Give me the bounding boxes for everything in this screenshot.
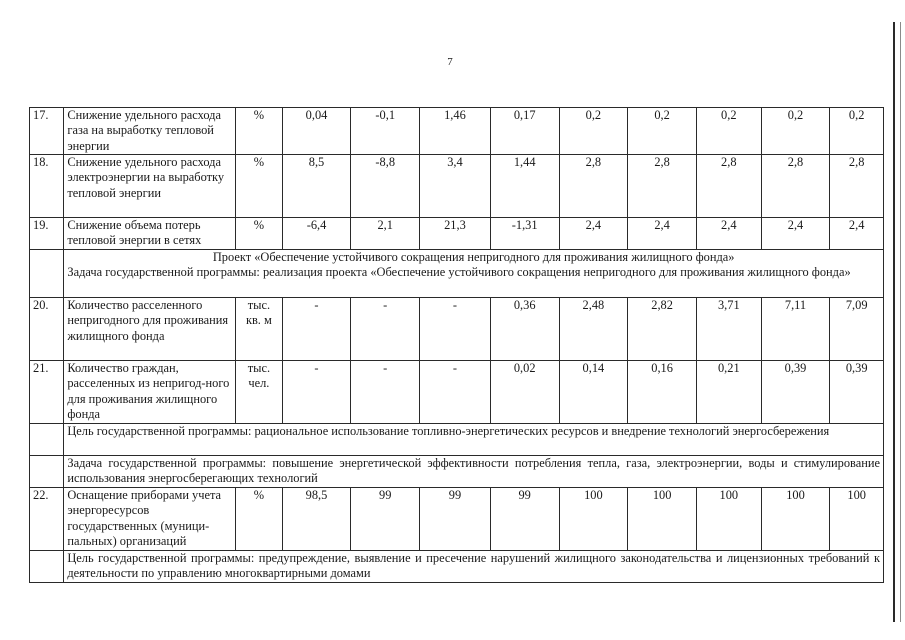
table-row: [30, 218, 884, 250]
indicator-value: 0,2: [696, 108, 761, 155]
indicator-unit: тыс. кв. м: [236, 298, 282, 361]
section-row: [30, 456, 884, 488]
page-edge-shadow: [900, 22, 901, 622]
indicator-value: -8,8: [351, 155, 420, 218]
indicator-unit: %: [236, 108, 282, 155]
table-row: [30, 108, 884, 155]
section-cell: [64, 250, 884, 298]
indicator-value: 0,36: [490, 298, 559, 361]
row-number: 22.: [30, 488, 64, 551]
indicator-name: Снижение удельного расхода газа на выработку тепловой энергии: [64, 108, 236, 155]
indicator-value: 100: [559, 488, 628, 551]
indicator-value: 0,21: [696, 361, 761, 424]
indicator-value: -1,31: [490, 218, 559, 250]
indicator-value: 2,4: [559, 218, 628, 250]
indicator-value: 99: [420, 488, 491, 551]
indicator-value: -0,1: [351, 108, 420, 155]
indicator-value: 2,4: [696, 218, 761, 250]
program-task-text: Задача государственной программы: реализация проекта «Обеспечение устойчивого сокращения непригодного для проживания жилищного фонда»: [67, 265, 851, 280]
indicator-value: 0,04: [282, 108, 351, 155]
indicator-value: 7,09: [830, 298, 884, 361]
indicator-value: -: [420, 298, 491, 361]
indicator-value: 8,5: [282, 155, 351, 218]
indicator-value: 100: [696, 488, 761, 551]
row-number: 17.: [30, 108, 64, 155]
indicator-value: 2,4: [761, 218, 830, 250]
indicator-unit: %: [236, 218, 282, 250]
row-number: 18.: [30, 155, 64, 218]
indicator-value: 2,48: [559, 298, 628, 361]
indicator-value: 1,44: [490, 155, 559, 218]
indicator-value: 2,8: [628, 155, 697, 218]
indicator-value: 2,1: [351, 218, 420, 250]
indicator-value: 99: [490, 488, 559, 551]
indicator-value: 99: [351, 488, 420, 551]
indicator-value: 0,2: [761, 108, 830, 155]
section-row: [30, 250, 884, 298]
indicator-value: 2,8: [830, 155, 884, 218]
indicator-value: 0,02: [490, 361, 559, 424]
indicator-value: 3,71: [696, 298, 761, 361]
indicator-name: Оснащение приборами учета энергоресурсов государственных (муници-пальных) организаций: [64, 488, 236, 551]
page-number: 7: [447, 56, 453, 68]
indicator-value: 2,8: [696, 155, 761, 218]
indicator-value: 7,11: [761, 298, 830, 361]
indicator-name: Снижение объема потерь тепловой энергии в сетях: [64, 218, 236, 250]
indicators-table: [29, 107, 884, 583]
indicator-value: 2,82: [628, 298, 697, 361]
indicator-value: 0,39: [830, 361, 884, 424]
table-row: [30, 155, 884, 218]
indicator-name: Снижение удельного расхода электроэнергии на выработку тепловой энергии: [64, 155, 236, 218]
table-row: [30, 488, 884, 551]
indicator-name: Количество расселенного непригодного для проживания жилищного фонда: [64, 298, 236, 361]
indicator-value: 98,5: [282, 488, 351, 551]
indicator-value: 100: [830, 488, 884, 551]
indicator-value: 2,4: [628, 218, 697, 250]
indicator-value: 0,2: [830, 108, 884, 155]
indicator-value: 21,3: [420, 218, 491, 250]
program-goal-text: Цель государственной программы: рациональное использование топливно-энергетических ресурсов и внедрение технологий энергосбережения: [64, 424, 884, 456]
indicator-name: Количество граждан, расселенных из непригод-ного для проживания жилищного фонда: [64, 361, 236, 424]
table-row: [30, 361, 884, 424]
page-edge-line: [893, 22, 895, 622]
indicator-value: 0,2: [628, 108, 697, 155]
project-heading: Проект «Обеспечение устойчивого сокращения непригодного для проживания жилищного фонда»: [212, 250, 735, 264]
indicator-value: 0,16: [628, 361, 697, 424]
row-number-empty: [30, 551, 64, 583]
indicator-value: 0,2: [559, 108, 628, 155]
indicator-value: 1,46: [420, 108, 491, 155]
indicator-unit: тыс. чел.: [236, 361, 282, 424]
section-row: [30, 424, 884, 456]
program-task-text: Задача государственной программы: повышение энергетической эффективности потребления тепла, газа, электроэнергии, воды и стимулирование использования энергосберегающих технологий: [64, 456, 884, 488]
indicator-value: -: [282, 361, 351, 424]
row-number: 20.: [30, 298, 64, 361]
indicator-value: 100: [628, 488, 697, 551]
indicator-value: 100: [761, 488, 830, 551]
indicator-value: -: [351, 298, 420, 361]
row-number-empty: [30, 250, 64, 298]
indicator-value: -: [282, 298, 351, 361]
row-number: 19.: [30, 218, 64, 250]
indicator-value: 2,8: [761, 155, 830, 218]
indicator-value: 0,17: [490, 108, 559, 155]
indicator-value: -: [420, 361, 491, 424]
row-number-empty: [30, 456, 64, 488]
indicator-value: 0,39: [761, 361, 830, 424]
indicator-value: 0,14: [559, 361, 628, 424]
program-goal-text: Цель государственной программы: предупреждение, выявление и пресечение нарушений жилищного законодательства и лицензионных требований к деятельности по управлению многоквартирными домами: [64, 551, 884, 583]
indicator-value: 2,4: [830, 218, 884, 250]
indicator-value: 2,8: [559, 155, 628, 218]
indicator-unit: %: [236, 155, 282, 218]
row-number: 21.: [30, 361, 64, 424]
section-row: [30, 551, 884, 583]
table-row: [30, 298, 884, 361]
indicator-value: -6,4: [282, 218, 351, 250]
indicator-value: -: [351, 361, 420, 424]
indicator-unit: %: [236, 488, 282, 551]
row-number-empty: [30, 424, 64, 456]
indicator-value: 3,4: [420, 155, 491, 218]
